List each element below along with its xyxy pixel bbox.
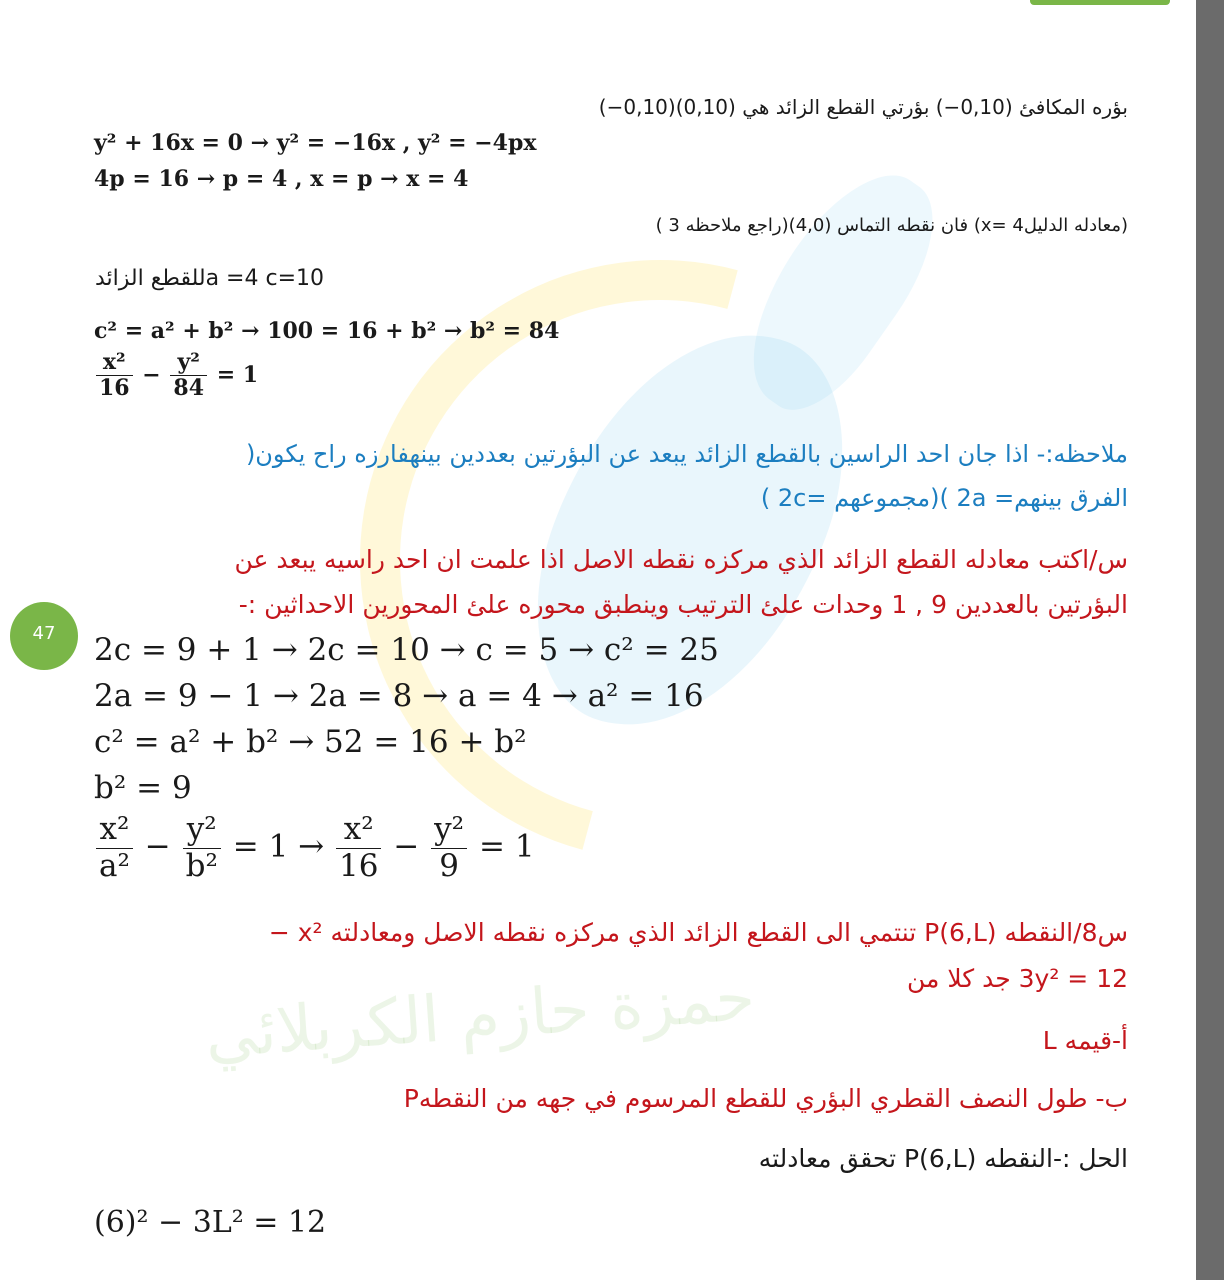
fraction: $\frac{\text{x²}}{16}$: [336, 812, 381, 884]
question8-part-b: ب- طول النصف القطري البؤري للقطع المرسوم في جهه من النقطهP: [403, 1084, 1128, 1113]
b-squared: b² = 9: [94, 770, 192, 806]
hyperbola-equation-1: $\frac{\text{x²}}{16}$ − $\frac{\text{y²}}{84}$ = 1: [94, 350, 258, 402]
hyperbola-ac: a =4 c=10للقطع الزائد: [94, 266, 324, 291]
fraction: $\frac{\text{y²}}{84}$: [170, 350, 207, 402]
fraction: $\frac{\text{y²}}{\text{b²}}$: [183, 812, 221, 884]
parabola-equation: y² + 16x = 0 → y² = −16x , y² = −4px: [94, 130, 537, 156]
b-equation: c² = a² + b² → 100 = 16 + b² → b² = 84: [94, 318, 560, 344]
fraction: $\frac{\text{x²}}{16}$: [96, 350, 133, 402]
solution-equation: (6)² − 3L² = 12: [94, 1205, 327, 1240]
page-number-badge: 47: [10, 602, 78, 670]
b-equation-2: c² = a² + b² → 52 = 16 + b²: [94, 724, 527, 760]
hyperbola-equation-2: $\frac{\text{x²}}{\text{a²}}$ − $\frac{\text{y²}}{\text{b²}}$ = 1 → $\frac{\text{x²}}{16}$ − $\frac{\text{y²}}{9}$ = 1: [94, 812, 535, 884]
solution-intro: الحل :-النقطه (P(6,L تحقق معادلته: [758, 1144, 1128, 1173]
question1-line-2: البؤرتين بالعددين 9 , 1 وحدات علئ الترتيب وينطبق محوره علئ المحورين الاحداثين :-: [238, 590, 1128, 619]
note-line-1: ملاحظه:- اذا جان احد الراسين بالقطع الزائد يبعد عن البؤرتين بعددين بينهفارزه راح يكون(: [245, 440, 1128, 468]
watermark-text: حمزة حازم الكربلائي: [202, 960, 758, 1074]
question8-line-2: 3y² = 12 جد كلا من: [906, 964, 1128, 993]
question8-line-1: س8/النقطه (P(6,L تنتمي الى القطع الزائد الذي مركزه نقطه الاصل ومعادلته x² −: [268, 918, 1128, 947]
fraction: $\frac{\text{y²}}{9}$: [431, 812, 467, 884]
watermark-drop-small: [716, 149, 963, 431]
c-equation: 2c = 9 + 1 → 2c = 10 → c = 5 → c² = 25: [94, 632, 719, 668]
question8-part-a: أ-قيمه L: [1042, 1026, 1128, 1055]
a-equation: 2a = 9 − 1 → 2a = 8 → a = 4 → a² = 16: [94, 678, 704, 714]
foci-line: بؤره المكافئ (0,10−) بؤرتي القطع الزائد هي (0,10)(0,10−): [598, 95, 1128, 119]
p-equation: 4p = 16 → p = 4 , x = p → x = 4: [94, 166, 469, 192]
top-accent-bar: [1030, 0, 1170, 5]
directrix-note: (معادله الدليل4 =x) فان نقطه التماس (4,0)(راجع ملاحظه 3 ): [655, 215, 1128, 236]
note-line-2: الفرق بينهم= 2a )(مجموعهم =2c ): [760, 484, 1128, 512]
viewer-edge: [1196, 0, 1224, 1280]
question1-line-1: س/اكتب معادله القطع الزائد الذي مركزه نقطه الاصل اذا علمت ان احد راسيه يبعد عن: [234, 545, 1128, 574]
fraction: $\frac{\text{x²}}{\text{a²}}$: [96, 812, 133, 884]
